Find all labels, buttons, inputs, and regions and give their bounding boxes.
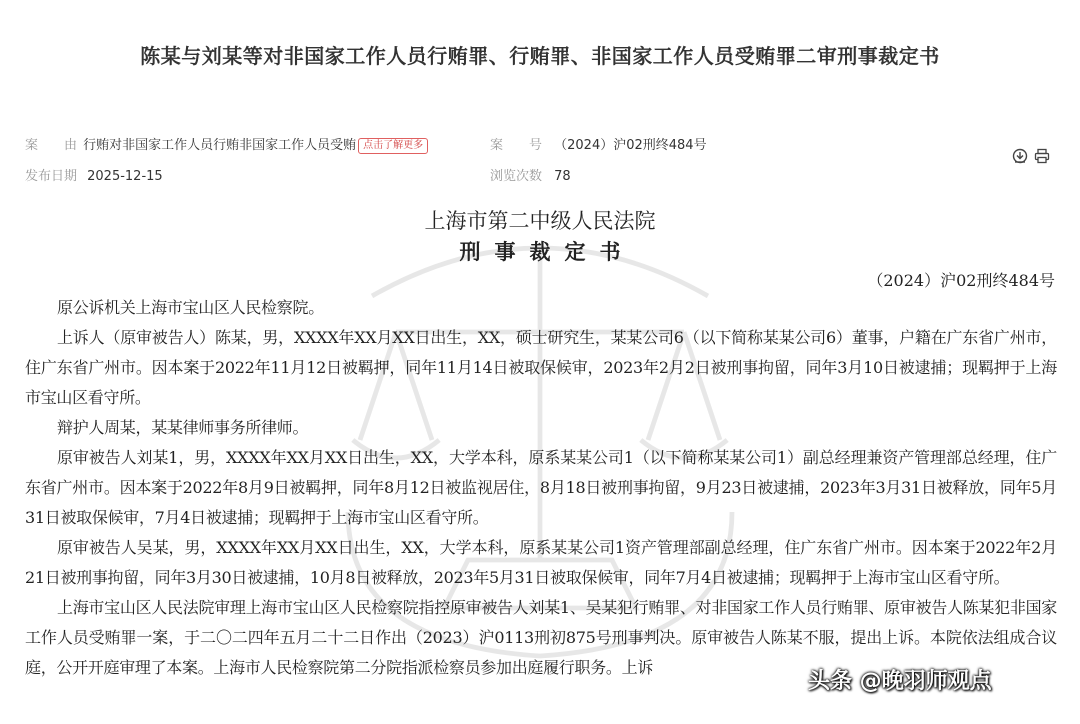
paragraph: 原公诉机关上海市宝山区人民检察院。 [57,298,324,317]
views-row [490,165,571,184]
cause-value: 行贿对非国家工作人员行贿非国家工作人员受贿 [83,138,357,153]
paragraph: 上海市宝山区人民法院审理上海市宝山区人民检察院指控原审被告人刘某1、吴某犯行贿罪、对非国家工作人员行贿罪、原审被告人陈某犯非国家工作人员受贿罪一案，于二〇二四年五月二十二日作出（2023）沪0113刑初875号刑事判决。原审被告人陈某不服，提出上诉。本院依法组成合议庭，公开开庭审理了本案。上海市人民检察院第二分院指派检察员参加出庭履行职务。上诉 [25,598,1057,677]
date-value: 2025-12-15 [87,169,163,184]
cause-row [25,134,428,154]
learn-more-tag[interactable]: 点击了解更多 [358,138,428,154]
paragraph: 辩护人周某，某某律师事务所律师。 [57,418,309,437]
case-label: 案 号 [490,138,543,153]
paragraph: 原审被告人吴某，男，XXXX年XX月XX日出生，XX，大学本科，原系某某公司1资产管理部副总经理，住广东省广州市。因本案于2022年2月21日被刑事拘留，同年3月30日被逮捕，10月8日被释放，2023年5月31日被取保候审，同年7月4日被逮捕；现羁押于上海市宝山区看守所。 [25,538,1057,587]
date-row [25,165,163,184]
document-type: 刑事裁定书 [459,239,635,264]
case-number: （2024）沪02刑终484号 [867,271,1055,290]
case-value: （2024）沪02刑终484号 [554,138,707,153]
author-watermark: 头条 @晚羽师观点 [808,669,992,694]
date-label: 发布日期 [25,169,78,184]
paragraph: 原审被告人刘某1，男，XXXX年XX月XX日出生，XX，大学本科，原系某某公司1（以下简称某某公司1）副总经理兼资产管理部总经理，住广东省广州市。因本案于2022年8月9日被羁押，同年8月12日被监视居住，8月18日被刑事拘留，9月23日被逮捕，2023年3月31日被释放，同年5月31日被取保候审，7月4日被逮捕；现羁押于上海市宝山区看守所。 [25,448,1057,527]
court-name: 上海市第二中级人民法院 [424,209,656,233]
views-label: 浏览次数 [490,169,543,184]
paragraph: 上诉人（原审被告人）陈某，男，XXXX年XX月XX日出生，XX，硕士研究生，某某公司6（以下简称某某公司6）董事，户籍在广东省广州市，住广东省广州市。因本案于2022年11月12日被羁押，同年11月14日被取保候审，2023年2月2日被刑事拘留，同年3月10日被逮捕；现羁押于上海市宝山区看守所。 [25,328,1057,407]
print-icon[interactable] [1034,148,1050,164]
download-icon[interactable] [1012,148,1028,164]
cause-label: 案 由 [25,138,78,153]
views-value: 78 [554,169,571,184]
toolbar [1012,148,1050,164]
page-title: 陈某与刘某等对非国家工作人员行贿罪、行贿罪、非国家工作人员受贿罪二审刑事裁定书 [140,44,940,68]
document-body [25,293,1057,683]
case-row [490,134,707,153]
